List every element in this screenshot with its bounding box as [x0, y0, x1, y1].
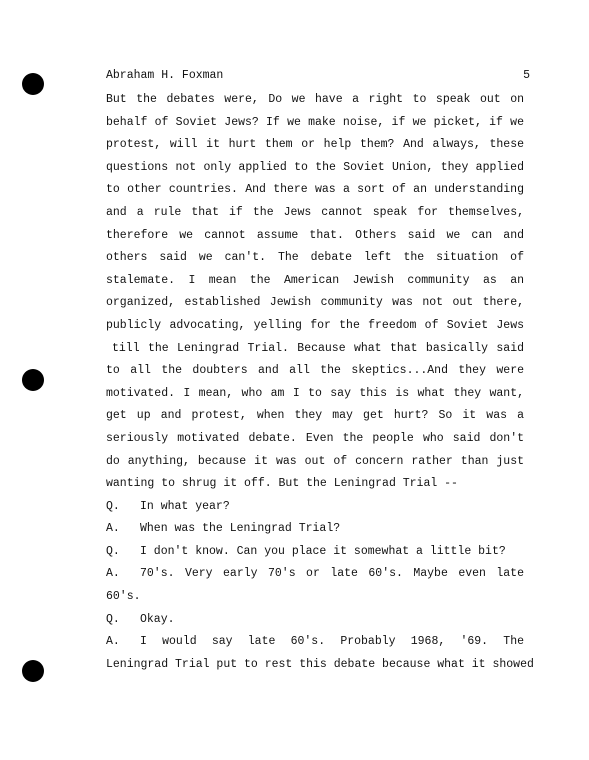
- text-line: get up and protest, when they may get hurt? So it was a: [106, 409, 524, 423]
- text-line: seriously motivated debate. Even the people who said don't: [106, 431, 524, 445]
- text-line: and a rule that if the Jews cannot speak for themselves,: [106, 205, 524, 219]
- text-line: questions not only applied to the Soviet Union, they applied: [106, 160, 524, 174]
- text-line: publicly advocating, yelling for the freedom of Soviet Jews: [106, 318, 524, 332]
- text-line: organized, established Jewish community was not out there,: [106, 296, 524, 310]
- interviewee-name: Abraham H. Foxman: [106, 69, 224, 82]
- qa-line: [106, 496, 524, 519]
- binder-hole: [22, 660, 44, 682]
- text-line: motivated. I mean, who am I to say this is what they want,: [106, 386, 524, 400]
- text-line: But the debates were, Do we have a right to speak out on: [106, 93, 524, 106]
- page-number: 5: [523, 69, 530, 82]
- text-line: protest, will it hurt them or help them? And always, these: [106, 138, 524, 152]
- text-line: till the Leningrad Trial. Because what that basically said: [112, 341, 524, 355]
- text-line: to other countries. And there was a sort of an understanding: [106, 183, 524, 197]
- qa-text: I would say late 60's. Probably 1968, '69. The: [140, 635, 524, 649]
- binder-hole: [22, 369, 44, 391]
- binder-hole: [22, 73, 44, 95]
- qa-continuation: Leningrad Trial put to rest this debate because what it showed: [106, 657, 534, 671]
- speaker-label: Q.: [106, 499, 120, 513]
- text-line: therefore we cannot assume that. Others said we can and: [106, 228, 524, 242]
- qa-line: [106, 563, 524, 586]
- speaker-label: A.: [106, 522, 120, 536]
- text-line: stalemate. I mean the American Jewish community as an: [106, 273, 524, 287]
- text-line: behalf of Soviet Jews? If we make noise, if we picket, if we: [106, 115, 524, 129]
- qa-line: [106, 609, 524, 632]
- text-line: wanting to shrug it off. But the Leningrad Trial --: [106, 477, 458, 491]
- speaker-label: Q.: [106, 544, 120, 558]
- text-line: others said we can't. The debate left the situation of: [106, 251, 524, 265]
- speaker-label: A.: [106, 635, 120, 649]
- qa-line: [106, 541, 524, 564]
- qa-line: [106, 518, 524, 541]
- qa-text: I don't know. Can you place it somewhat a little bit?: [140, 544, 506, 558]
- transcript-body: [106, 89, 534, 676]
- speaker-label: Q.: [106, 612, 120, 626]
- speaker-label: A.: [106, 567, 120, 581]
- text-line: do anything, because it was out of concern rather than just: [106, 454, 524, 468]
- qa-continuation: 60's.: [106, 590, 141, 604]
- text-line: to all the doubters and all the skeptics...And they were: [106, 364, 524, 378]
- qa-text: 70's. Very early 70's or late 60's. Maybe even late: [140, 567, 524, 581]
- page-header: [106, 66, 530, 86]
- qa-text: Okay.: [140, 612, 175, 626]
- qa-text: When was the Leningrad Trial?: [140, 522, 341, 536]
- qa-line: [106, 631, 524, 654]
- qa-text: In what year?: [140, 499, 230, 513]
